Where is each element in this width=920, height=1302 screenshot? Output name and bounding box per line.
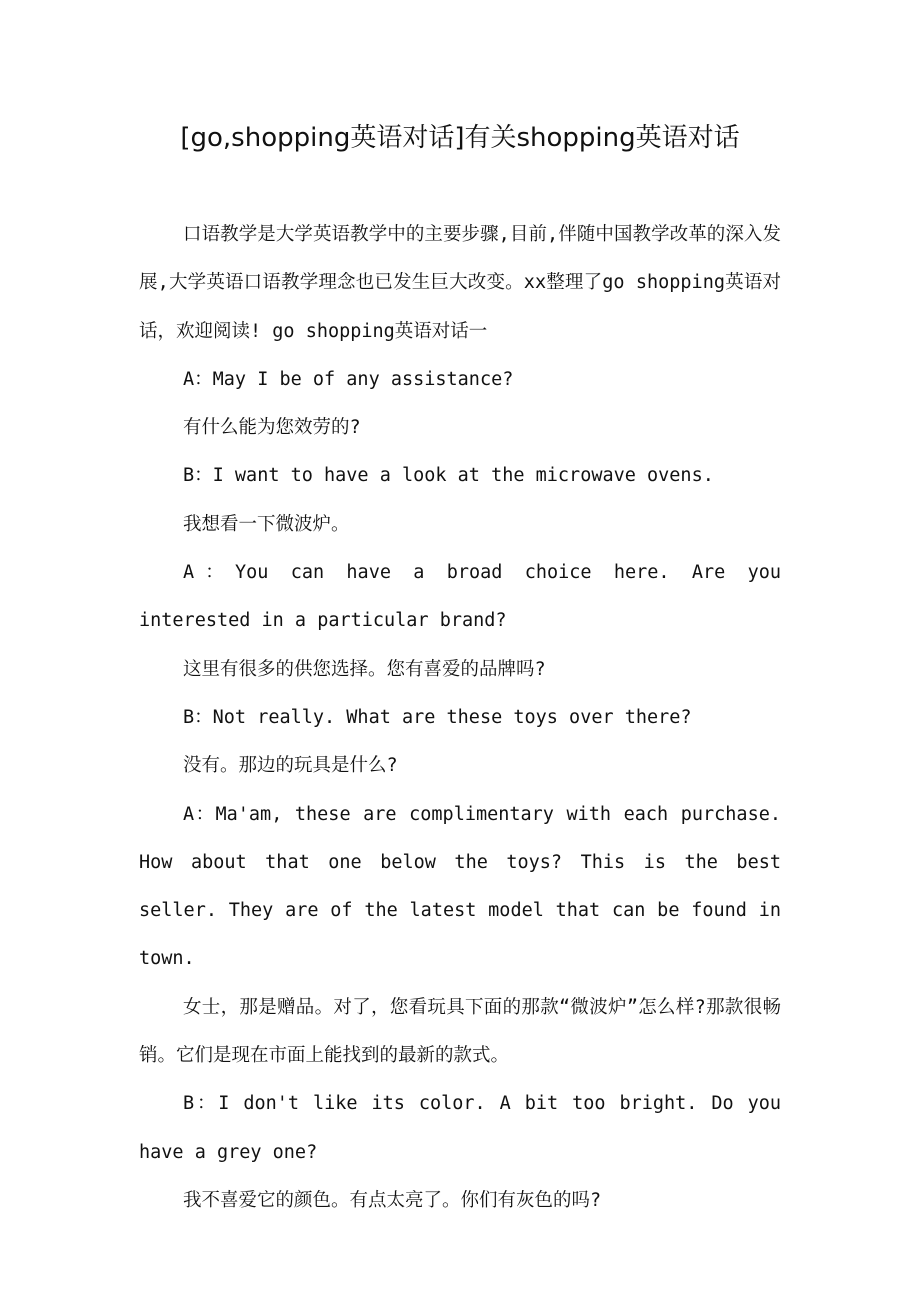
dialogue-line-a-2: A：You can have a broad choice here. Are you interested in a particular brand? [139, 562, 781, 632]
document-body [139, 211, 781, 1225]
translation-line-6: 我不喜爱它的颜色。有点太亮了。你们有灰色的吗? [183, 1189, 602, 1211]
dialogue-line-b-2: B：Not really. What are these toys over there? [183, 706, 692, 728]
translation-line-2: 我想看一下微波炉。 [183, 513, 350, 535]
dialogue-line-b-1: B：I want to have a look at the microwave ovens. [183, 465, 714, 487]
translation-line-3: 这里有很多的供您选择。您有喜爱的品牌吗? [183, 658, 546, 680]
translation-line-5: 女士，那是赠品。对了，您看玩具下面的那款“微波炉”怎么样?那款很畅销。它们是现在市面上能找到的最新的款式。 [139, 996, 781, 1067]
dialogue-line-b-3: B：I don't like its color. A bit too bright. Do you have a grey one? [139, 1093, 781, 1163]
document-title: [go,shopping英语对话]有关shopping英语对话 [180, 123, 740, 153]
dialogue-line-a-3: A：Ma'am, these are complimentary with each purchase. How about that one below the toys? This is the best seller. They are of the latest model that can be found in town. [139, 803, 781, 970]
translation-line-4: 没有。那边的玩具是什么? [183, 755, 398, 777]
intro-paragraph: 口语教学是大学英语教学中的主要步骤,目前,伴随中国教学改革的深入发展,大学英语口语教学理念也已发生巨大改变。xx整理了go shopping英语对话，欢迎阅读! go shopping英语对话一 [139, 224, 781, 342]
dialogue-line-a-1: A：May I be of any assistance? [183, 368, 514, 390]
translation-line-1: 有什么能为您效劳的? [183, 417, 361, 439]
